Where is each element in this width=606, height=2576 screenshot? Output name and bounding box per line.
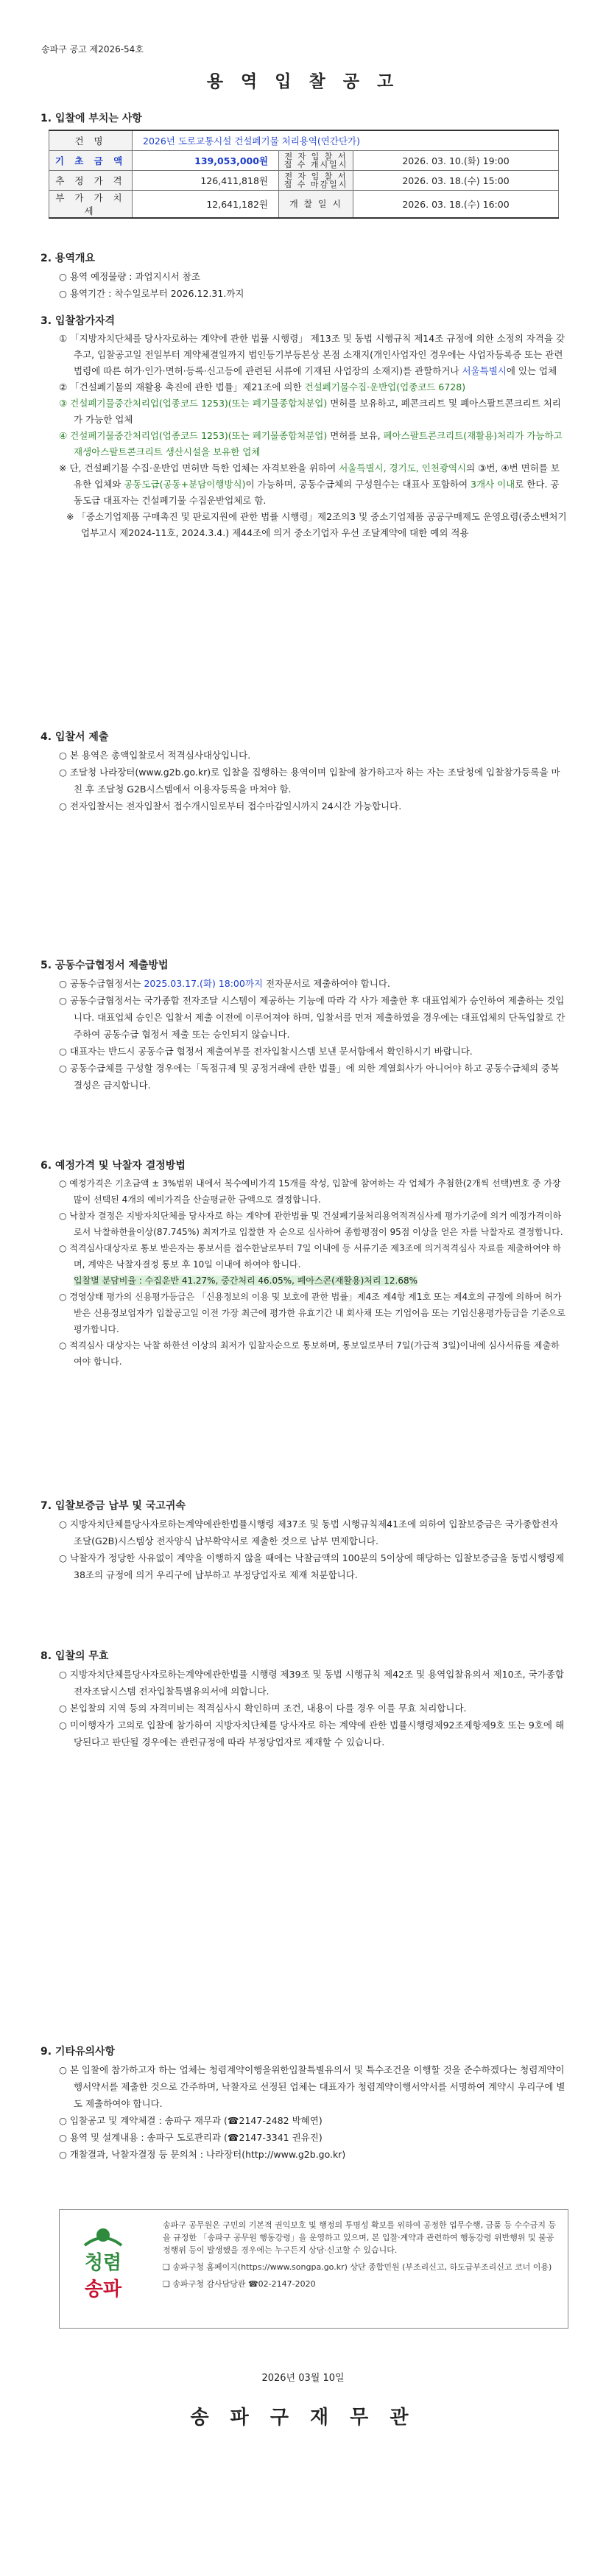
note-1-b: 의 ③번, ④번 면허를 보유한 업체와 [74,462,560,490]
section-4-body [59,747,567,814]
list-item: ○ 용역기간 : 착수일로부터 2026.12.31.까지 [59,288,244,299]
note-1-d: 로 한다. 공동도급 대표자는 건설폐기물 수집운반업체로 함. [74,479,560,506]
list-item: ○ 전자입찰서는 전자입찰서 접수개시일로부터 접수마감일시까지 24시간 가능합니다. [59,800,402,812]
estimated-price-label: 추 정 가 격 [49,171,133,191]
bid-open-label: 전 자 입 찰 서 접 수 개시일시 [279,151,353,171]
list-item [59,975,567,992]
list-item: ○ 본 입찰에 참가하고자 하는 업체는 청렴계약이행을위한입찰특별유의서 및 특수조건을 이행할 것을 준수하겠다는 청렴계약이행서약서를 제출한 것으로 간주하며, 낙찰자로 선정된 업체는 대표자가 청렴계약이행서약서를 서명하여 계약시 우리구에 별도 제출하여야 합니다. [59,2064,566,2109]
section-2-heading: 2. 용역개요 [40,253,96,264]
list-item [59,379,567,395]
section-4-heading: 4. 입찰서 제출 [40,731,109,743]
section-8-heading: 8. 입찰의 무효 [40,1650,109,1662]
bid-close-datetime: 2026. 03. 18.(수) 15:00 [353,171,559,191]
list-item: ○ 본 용역은 총액입찰로서 적격심사대상입니다. [59,750,251,761]
list-item: ○ 개찰결과, 낙찰자결정 등 문의처 : 나라장터(http://www.g2b.go.kr) [59,2149,346,2160]
section-6-body [59,1175,567,1370]
logo-text-1: 청렴 [84,2252,122,2274]
section-5-body [59,975,567,1094]
qualification-1-end: 에 있는 업체 [506,365,557,376]
list-item [59,428,567,460]
table-row [49,151,559,171]
list-item: ○ 지방자치단체를당사자로하는계약에관한법률 시행령 제39조 및 동법 시행규칙 제42조 및 용역입찰유의서 제10조, 국가종합전자조달시스템 전자입찰특별유의서에 의합니다. [59,1669,564,1697]
list-item: ○ 낙찰자 결정은 지방자치단체를 당사자로 하는 계약에 관한법률 및 건설폐기물처리용역적격심사제 평가기준에 의거 예정가격이하로서 낙찰하한율이상(87.745%) 최저가로 입찰한 자 순으로 심사하여 종합평점이 95점 이상을 얻은 자를 낙찰자로 결정합니다. [59,1211,563,1237]
section-9-body [59,2061,567,2163]
section-9-heading: 9. 기타유의사항 [40,2046,116,2058]
opening-datetime: 2026. 03. 18.(수) 16:00 [353,191,559,219]
list-item: ○ 예정가격은 기초금액 ± 3%범위 내에서 복수예비가격 15개를 작성, 입찰에 참여하는 각 업체가 추첨한(2개씩 선택)번호 중 가장 많이 선택된 4개의 예비가격을 산술평균한 금액으로 결정합니다. [59,1178,561,1205]
contact-audit: ❑ 송파구청 감사담당관 ☎02-2147-2020 [163,2279,316,2289]
qualification-2: ② 「건설폐기물의 재활용 촉진에 관한 법률」제21조에 의한 [59,381,305,393]
bid-open-datetime: 2026. 03. 10.(화) 19:00 [353,151,559,171]
integrity-notice-box [59,2209,568,2329]
contact-homepage: ❑ 송파구청 홈페이지(https://www.songpa.go.kr) 상단 종합민원 (부조리신고, 하도급부조리신고 코너 이용) [163,2262,552,2272]
cheongryeom-songpa-logo [70,2223,136,2312]
qualification-4-facility: 폐아스팔트콘크리트(재활용)처리가 가능하고 재생아스팔트콘크리트 생산시설을 보유한 업체 [74,430,563,457]
page-title: 용 역 입 찰 공 고 [206,72,400,91]
list-item: ○ 용역 예정물량 : 과업지시서 참조 [59,271,200,282]
list-item: ○ 본입찰의 지역 등의 자격미비는 적격심사시 확인하며 조건, 내용이 다를 경우 이를 무효 처리합니다. [59,1703,467,1714]
section-3-body [59,331,567,541]
integrity-text [163,2219,557,2290]
list-item: ○ 용역 및 설계내용 : 송파구 도로관리과 (☎2147-3341 권유진) [59,2132,323,2143]
base-amount-value: 139,053,000원 [133,151,279,171]
section-7-heading: 7. 입찰보증금 납부 및 국고귀속 [40,1500,186,1512]
note-1: ※ 단, 건설폐기물 수집·운반업 면허만 득한 업체는 자격보완을 위하여 [59,462,339,474]
project-name-value: 2026년 도로교통시설 건설폐기물 처리용역(연간단가) [133,130,559,151]
list-item [59,1273,567,1289]
section-2-body [59,268,567,302]
list-item: ○ 조달청 나라장터(www.g2b.go.kr)로 입찰을 집행하는 용역이며 입찰에 참가하고자 하는 자는 조달청에 입찰참가등록을 마친 후 조달청 G2B시스템에서 이용자등록을 마쳐야 함. [59,767,560,795]
logo-text-2: 송파 [84,2278,122,2301]
base-amount-label: 기 초 금 액 [49,151,133,171]
deadline-date: 2025.03.17.(화) 18:00까지 [144,978,263,989]
list-item: ○ 공동수급체를 구성할 경우에는「독점규제 및 공정거래에 관한 법률」에 의한 계열회사가 아니어야 하고 공동수급체의 중복결성은 금지합니다. [59,1063,560,1091]
section-5-heading: 5. 공동수급협정서 제출방법 [40,960,169,971]
list-item [59,460,567,509]
list-item: ○ 공동수급협정서는 국가종합 전자조달 시스템이 제공하는 기능에 따라 각 사가 제출한 후 대표업체가 승인하여 제출하는 것입니다. 대표업체 승인은 입찰서 제출 이전에 이루어져야 하며, 입찰서를 먼저 제출하였을 경우에는 대표업체의 단독입찰로 간주하여 공동수급 협정서 제출 또는 승인되지 않습니다. [59,995,566,1040]
list-item: ○ 적격심사대상자로 통보 받은자는 통보서를 접수한날로부터 7일 이내에 등 서류기준 제3조에 의거적격심사 자료를 제출하여야 하며, 계약은 낙찰자결정 통보 후 10일 이내에 하여야 합니다. [59,1243,561,1270]
deadline-suffix: 전자문서로 제출하여야 합니다. [263,978,390,989]
note-1-regions: 서울특별시, 경기도, 인천광역시 [339,462,467,474]
notice-date: 2026년 03월 10일 [261,2373,345,2384]
qualification-3: 면허를 보유하고, 폐콘크리트 및 폐아스팔트콘크리트 처리가 가능한 업체 [74,398,561,425]
list-item: ※ 「중소기업제품 구매촉진 및 판로지원에 관한 법률 시행령」제2조의3 및 중소기업제품 공공구매제도 운영요령(중소벤처기업부고시 제2024-11호, 2024.3.4.) 제44조에 의거 중소기업자 우선 조달계약에 대한 예외 적용 [66,511,567,538]
section-1-heading: 1. 입찰에 부치는 사항 [40,113,142,124]
qualification-1: ① 「지방자치단체를 당사자로하는 계약에 관한 법률 시행령」 제13조 및 동법 시행규칙 제14조 규정에 의한 소정의 자격을 갖추고, 입찰공고일 전일부터 계약체결일까지 법인등기부등본상 본점 소재지(개인사업자인 경우에는 사업자등록증 또는 관련법령에 따른 허가·인가·면허·등록·신고등에 관련된 서류에 기재된 사업장의 소재지)를 관할하거나 [59,333,566,376]
list-item: ○ 미이행자가 고의로 입찰에 참가하여 지방자치단체를 당사자로 하는 계약에 관한 법률시행령제92조제항제9호 또는 9호에 해당된다고 판단될 경우에는 관련규정에 따라 부정당업자로 제재할 수 있습니다. [59,1720,565,1748]
section-3-heading: 3. 입찰참가자격 [40,315,116,327]
note-1-limit: 3개사 이내 [471,479,515,490]
share-ratio: 입찰별 분담비율 : 수집운반 41.27%, 중간처리 46.05%, 폐아스콘(재활용)처리 12.68% [74,1275,418,1286]
list-item: ○ 입찰공고 및 계약체결 : 송파구 재무과 (☎2147-2482 박혜연) [59,2115,323,2126]
vat-value: 12,641,182원 [133,191,279,219]
estimated-price-value: 126,411,818원 [133,171,279,191]
qualification-3-license: ③ 건설폐기물중간처리업(업종코드 1253)(또는 폐기물종합처분업) [59,398,328,409]
bid-info-table [49,130,559,219]
table-row [49,191,559,219]
project-name-label: 건 명 [49,130,133,151]
bid-close-label: 전 자 입 찰 서 접 수 마감일시 [279,171,353,191]
qualification-1-region: 서울특별시 [462,365,507,376]
vat-label: 부 가 가 치 세 [49,191,133,219]
issuer: 송 파 구 재 무 관 [190,2407,416,2429]
list-item [59,395,567,428]
deadline-prefix: ○ 공동수급협정서는 [59,978,144,989]
list-item: ○ 지방자치단체를당사자로하는계약에관한법률시행령 제37조 및 동법 시행규칙제41조에 의하여 입찰보증금은 국가종합전자조달(G2B)시스템상 전자양식 납부확약서로 제출한 것으로 납부 면제합니다. [59,1518,559,1546]
table-row [49,130,559,151]
section-6-heading: 6. 예정가격 및 낙찰자 결정방법 [40,1160,186,1172]
list-item: ○ 적격심사 대상자는 낙찰 하한선 이상의 최저가 입찰자순으로 통보하며, 통보일로부터 7일(가급적 3일)이내에 심사서류를 제출하여야 합니다. [59,1340,560,1367]
note-1-joint: 공동도급(공동+분담이행방식) [124,479,246,490]
section-8-body [59,1666,567,1750]
section-7-body [59,1516,567,1583]
qualification-4-license: ④ 건설폐기물중간처리업(업종코드 1253)(또는 폐기물종합처분업) [59,430,328,441]
list-item [59,331,567,379]
note-1-c: 이 가능하며, 공동수급체의 구성원수는 대표사 포함하여 [245,479,471,490]
opening-label: 개 찰 일 시 [279,191,353,219]
list-item: ○ 경영상태 평가의 신용평가등급은 「신용정보의 이용 및 보호에 관한 법률」제4조 제4항 제1호 또는 제4호의 규정에 의하여 허가받은 신용정보업자가 입찰공고일 이전 가장 최근에 평가한 유효기간 내 회사채 또는 기업어음 또는 기업신용평가등급을 기준으로 평가합니다. [59,1292,566,1334]
qualification-2-license: 건설폐기물수집·운반업(업종코드 6728) [304,381,466,393]
table-row [49,171,559,191]
list-item: ○ 낙찰자가 정당한 사유없이 계약을 이행하지 않을 때에는 낙찰금액의 100분의 5이상에 해당하는 입찰보증금을 동법시행령제38조의 규정에 의거 우리구에 납부하고 부정당업자로 제재 처분합니다. [59,1552,565,1580]
integrity-paragraph: 송파구 공무원은 구민의 기본적 권익보호 및 행정의 투명성 확보를 위하여 공정한 업무수행, 금품 등 수수금지 등을 규정한 「송파구 공무원 행동강령」을 운영하고 있으며, 본 입찰·계약과 관련하여 행동강령 위반행위 및 불공정행위 등이 발생했을 경우에는 누구든지 상담·신고할 수 있습니다. [163,2220,557,2255]
notice-number: 송파구 공고 제2026-54호 [41,44,144,54]
list-item: ○ 대표자는 반드시 공동수급 협정서 제출여부를 전자입찰시스템 보낸 문서함에서 확인하시기 바랍니다. [59,1046,473,1057]
qualification-4: 면허를 보유, [327,430,384,441]
